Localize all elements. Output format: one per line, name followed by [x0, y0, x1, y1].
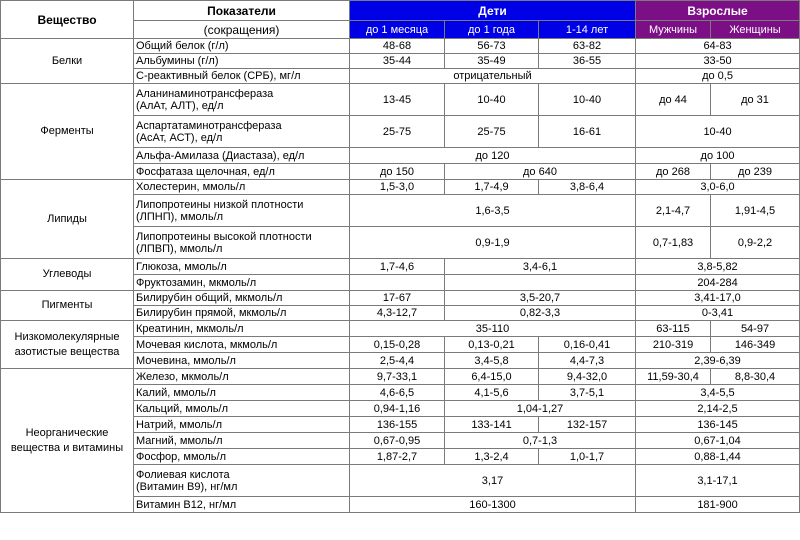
header-women: Женщины	[711, 21, 800, 39]
row-folic-acid	[134, 465, 350, 497]
row-creatinine: Креатинин, мкмоль/л	[134, 321, 350, 337]
value-cell: 0,94-1,16	[350, 401, 445, 417]
value-cell: 0,7-1,83	[636, 227, 711, 259]
row-glucose: Глюкоза, ммоль/л	[134, 259, 350, 275]
value-cell: 0,7-1,3	[445, 433, 636, 449]
value-cell: 63-82	[539, 39, 636, 54]
value-cell: 4,1-5,6	[445, 385, 539, 401]
value-cell: 36-55	[539, 54, 636, 69]
value-cell: 0,9-1,9	[350, 227, 636, 259]
header-age-1: до 1 месяца	[350, 21, 445, 39]
value-cell: до 120	[350, 148, 636, 164]
value-cell: 1,04-1,27	[445, 401, 636, 417]
row-urea: Мочевина, ммоль/л	[134, 353, 350, 369]
value-cell: 146-349	[711, 337, 800, 353]
value-cell: до 0,5	[636, 69, 800, 84]
value-cell: до 44	[636, 84, 711, 116]
value-cell: 0,88-1,44	[636, 449, 800, 465]
value-cell: 0,13-0,21	[445, 337, 539, 353]
row-fructosamine: Фруктозамин, мкмоль/л	[134, 275, 350, 291]
value-cell: 10-40	[636, 116, 800, 148]
value-cell: 132-157	[539, 417, 636, 433]
value-cell: до 31	[711, 84, 800, 116]
group-inorganic: Неорганические вещества и витамины	[1, 369, 134, 513]
row-magnesium: Магний, ммоль/л	[134, 433, 350, 449]
row-ast-line2: (АсАт, АСТ), ед/л	[136, 131, 223, 144]
value-cell: 2,14-2,5	[636, 401, 800, 417]
row-folic-line2: (Витамин В9), нг/мл	[136, 480, 238, 493]
row-uric-acid: Мочевая кислота, мкмоль/л	[134, 337, 350, 353]
row-alt-line2: (АлАт, АЛТ), ед/л	[136, 99, 224, 112]
header-age-3: 1-14 лет	[539, 21, 636, 39]
row-hdl-line2: (ЛПВП), ммоль/л	[136, 242, 223, 255]
row-hdl-line1: Липопротеины высокой плотности	[136, 230, 312, 243]
header-substance: Вещество	[1, 1, 134, 39]
row-bili-total: Билирубин общий, мкмоль/л	[134, 291, 350, 306]
value-cell: 0,82-3,3	[445, 306, 636, 321]
value-cell: 25-75	[350, 116, 445, 148]
row-ast	[134, 116, 350, 148]
value-cell: 1,0-1,7	[539, 449, 636, 465]
value-cell: 0-3,41	[636, 306, 800, 321]
value-cell: 1,6-3,5	[350, 195, 636, 227]
value-cell: 33-50	[636, 54, 800, 69]
value-cell: 8,8-30,4	[711, 369, 800, 385]
value-cell: 3,8-6,4	[539, 180, 636, 195]
value-cell: 4,4-7,3	[539, 353, 636, 369]
value-cell: 11,59-30,4	[636, 369, 711, 385]
value-cell: 3,8-5,82	[636, 259, 800, 275]
value-cell: 204-284	[636, 275, 800, 291]
group-pigments: Пигменты	[1, 291, 134, 321]
row-sodium: Натрий, ммоль/л	[134, 417, 350, 433]
value-cell: до 150	[350, 164, 445, 180]
value-cell: 3,0-6,0	[636, 180, 800, 195]
value-cell: 1,3-2,4	[445, 449, 539, 465]
value-cell: 25-75	[445, 116, 539, 148]
value-cell: 16-61	[539, 116, 636, 148]
value-cell: 9,7-33,1	[350, 369, 445, 385]
row-calcium: Кальций, ммоль/л	[134, 401, 350, 417]
value-cell: 17-67	[350, 291, 445, 306]
value-cell: до 239	[711, 164, 800, 180]
value-cell: 48-68	[350, 39, 445, 54]
value-cell: 210-319	[636, 337, 711, 353]
value-cell: 181-900	[636, 497, 800, 513]
row-phosphorus: Фосфор, ммоль/л	[134, 449, 350, 465]
row-total-protein: Общий белок (г/л)	[134, 39, 350, 54]
value-cell: 2,5-4,4	[350, 353, 445, 369]
value-cell: 2,1-4,7	[636, 195, 711, 227]
row-ldl-line1: Липопротеины низкой плотности	[136, 198, 304, 211]
header-adults: Взрослые	[636, 1, 800, 21]
value-cell: 9,4-32,0	[539, 369, 636, 385]
value-cell: 54-97	[711, 321, 800, 337]
value-cell: 35-49	[445, 54, 539, 69]
value-cell	[350, 275, 445, 291]
value-cell: 64-83	[636, 39, 800, 54]
value-cell: 160-1300	[350, 497, 636, 513]
value-cell: 4,6-6,5	[350, 385, 445, 401]
row-cholesterol: Холестерин, ммоль/л	[134, 180, 350, 195]
group-carbs: Углеводы	[1, 259, 134, 291]
value-cell: 0,16-0,41	[539, 337, 636, 353]
value-cell: до 268	[636, 164, 711, 180]
group-lipids: Липиды	[1, 180, 134, 259]
value-cell: до 100	[636, 148, 800, 164]
value-cell: отрицательный	[350, 69, 636, 84]
value-cell: 3,4-6,1	[445, 259, 636, 275]
value-cell: 3,5-20,7	[445, 291, 636, 306]
value-cell: 136-145	[636, 417, 800, 433]
row-folic-line1: Фолиевая кислота	[136, 468, 230, 481]
group-enzymes: Ферменты	[1, 84, 134, 180]
value-cell: 1,5-3,0	[350, 180, 445, 195]
value-cell: 0,67-1,04	[636, 433, 800, 449]
row-alp: Фосфатаза щелочная, ед/л	[134, 164, 350, 180]
value-cell: 10-40	[539, 84, 636, 116]
group-proteins: Белки	[1, 39, 134, 84]
value-cell: 1,87-2,7	[350, 449, 445, 465]
value-cell: до 640	[445, 164, 636, 180]
value-cell: 1,7-4,6	[350, 259, 445, 275]
row-crp: С-реактивный белок (СРБ), мг/л	[134, 69, 350, 84]
row-alt-line1: Аланинаминотрансфераза	[136, 87, 274, 100]
value-cell: 136-155	[350, 417, 445, 433]
header-indicators: Показатели	[134, 1, 350, 21]
header-men: Мужчины	[636, 21, 711, 39]
header-children: Дети	[350, 1, 636, 21]
value-cell: 1,7-4,9	[445, 180, 539, 195]
row-amylase: Альфа-Амилаза (Диастаза), ед/л	[134, 148, 350, 164]
value-cell: 63-115	[636, 321, 711, 337]
row-hdl	[134, 227, 350, 259]
value-cell: 3,7-5,1	[539, 385, 636, 401]
group-nitrogen: Низкомолекулярные азотистые вещества	[1, 321, 134, 369]
value-cell: 3,4-5,8	[445, 353, 539, 369]
header-age-2: до 1 года	[445, 21, 539, 39]
value-cell: 0,15-0,28	[350, 337, 445, 353]
value-cell: 0,67-0,95	[350, 433, 445, 449]
value-cell: 0,9-2,2	[711, 227, 800, 259]
row-b12: Витамин В12, нг/мл	[134, 497, 350, 513]
value-cell: 3,4-5,5	[636, 385, 800, 401]
value-cell: 3,17	[350, 465, 636, 497]
value-cell: 56-73	[445, 39, 539, 54]
row-ldl-line2: (ЛПНП), ммоль/л	[136, 210, 224, 223]
value-cell: 4,3-12,7	[350, 306, 445, 321]
row-bili-direct: Билирубин прямой, мкмоль/л	[134, 306, 350, 321]
value-cell: 35-110	[350, 321, 636, 337]
value-cell: 3,1-17,1	[636, 465, 800, 497]
row-potassium: Калий, ммоль/л	[134, 385, 350, 401]
header-abbrev: (сокращения)	[134, 21, 350, 39]
row-alt	[134, 84, 350, 116]
value-cell: 6,4-15,0	[445, 369, 539, 385]
row-ldl	[134, 195, 350, 227]
row-ast-line1: Аспартатаминотрансфераза	[136, 119, 282, 132]
row-albumin: Альбумины (г/л)	[134, 54, 350, 69]
row-iron: Железо, мкмоль/л	[134, 369, 350, 385]
value-cell	[445, 275, 636, 291]
value-cell: 1,91-4,5	[711, 195, 800, 227]
value-cell: 2,39-6,39	[636, 353, 800, 369]
value-cell: 13-45	[350, 84, 445, 116]
value-cell: 133-141	[445, 417, 539, 433]
value-cell: 10-40	[445, 84, 539, 116]
value-cell: 35-44	[350, 54, 445, 69]
value-cell: 3,41-17,0	[636, 291, 800, 306]
